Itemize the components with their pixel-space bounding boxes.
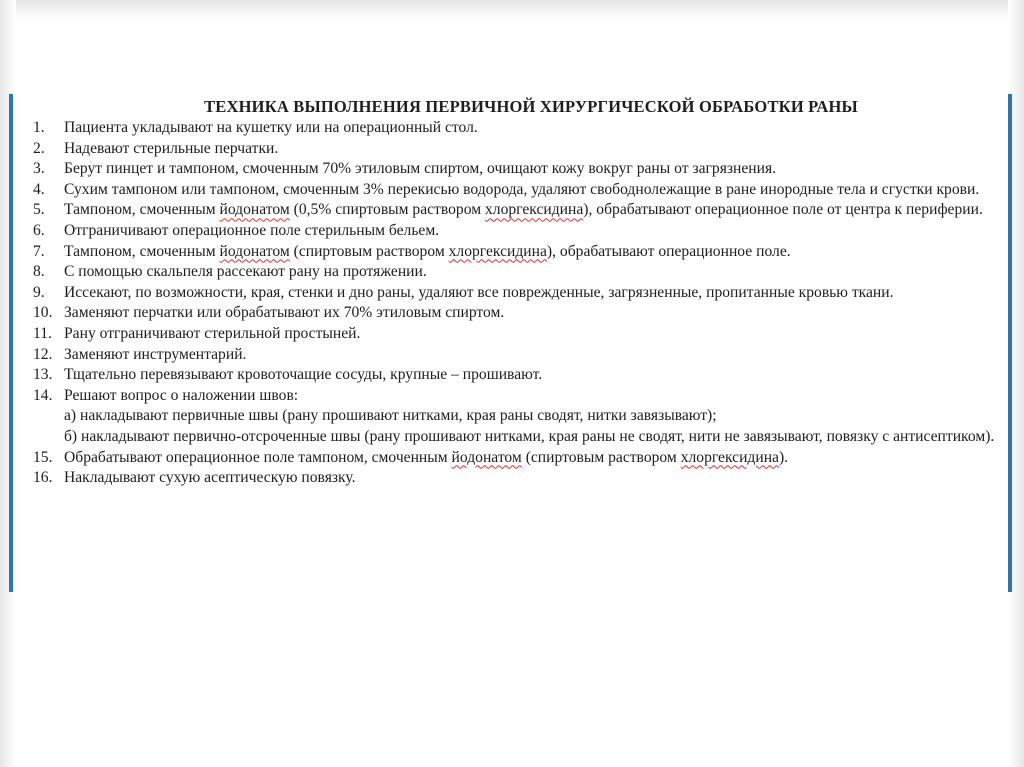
step-number: 5.	[33, 201, 45, 219]
step-text	[64, 386, 1005, 448]
text-run: Тампоном, смоченным	[64, 201, 220, 219]
misspelled-word: хлоргексидина	[485, 201, 584, 219]
step-text	[64, 200, 1005, 221]
frame-top-shadow	[0, 0, 1024, 22]
text-run: ), обрабатывают операционное поле.	[546, 242, 791, 260]
step-number: 4.	[33, 180, 45, 198]
list-item	[33, 118, 1005, 139]
step-number: 3.	[33, 160, 45, 178]
misspelled-word: йодонатом	[219, 201, 290, 219]
list-item	[33, 200, 1005, 221]
list-item	[33, 386, 1005, 448]
list-item	[33, 448, 1005, 469]
step-number: 9.	[33, 283, 45, 301]
step-number: 7.	[33, 242, 45, 260]
misspelled-word: хлоргексидина	[448, 242, 547, 260]
step-number: 11.	[33, 324, 52, 342]
step-number: 12.	[33, 345, 53, 363]
step-text: Тщательно перевязывают кровоточащие сосуды, крупные – прошивают.	[64, 366, 543, 384]
step-text-main: Решают вопрос о наложении швов:	[64, 386, 299, 404]
accent-bar-right	[1008, 94, 1012, 592]
list-item	[33, 159, 1005, 180]
sub-item-b: б) накладывают первично-отсроченные швы (рану прошивают нитками, края раны не сводят, нити не завязывают, повязку с антисептиком).	[64, 427, 995, 445]
misspelled-word: йодонатом	[219, 242, 290, 260]
step-text: Заменяют перчатки или обрабатывают их 70% этиловым спиртом.	[64, 304, 505, 322]
text-run: (спиртовым раствором	[289, 242, 449, 260]
list-item	[33, 139, 1005, 160]
step-text: Рану отграничивают стерильной простыней.	[64, 324, 361, 342]
step-text: Иссекают, по возможности, края, стенки и дно раны, удаляют все поврежденные, загрязненные, пропитанные кровью ткани.	[64, 283, 894, 301]
step-number: 16.	[33, 469, 53, 487]
step-number: 2.	[33, 139, 45, 157]
text-run: ).	[778, 448, 789, 466]
list-item	[33, 345, 1005, 366]
sub-item-a: а) накладывают первичные швы (рану прошивают нитками, края раны сводят, нитки завязывают);	[64, 407, 717, 425]
step-text: Берут пинцет и тампоном, смоченным 70% этиловым спиртом, очищают кожу вокруг раны от загрязнения.	[64, 160, 777, 178]
list-item	[33, 242, 1005, 263]
step-text	[64, 242, 1005, 263]
step-text: Отграничивают операционное поле стерильным бельем.	[64, 221, 440, 239]
step-number: 10.	[33, 304, 53, 322]
list-item	[33, 468, 1005, 489]
list-item	[33, 221, 1005, 242]
misspelled-word: хлоргексидина	[680, 448, 779, 466]
text-run: (спиртовым раствором	[521, 448, 681, 466]
step-text: Накладывают сухую асептическую повязку.	[64, 469, 356, 487]
step-text: С помощью скальпеля рассекают рану на протяжении.	[64, 263, 427, 281]
step-text	[64, 448, 1005, 469]
list-item	[33, 365, 1005, 386]
step-number: 6.	[33, 221, 45, 239]
document-content	[33, 96, 1005, 489]
step-number: 1.	[33, 119, 45, 136]
step-text: Сухим тампоном или тампоном, смоченным 3% перекисью водорода, удаляют свободнолежащие в ране инородные тела и сгустки крови.	[64, 180, 980, 198]
frame-left-shadow	[0, 0, 16, 767]
steps-list	[33, 118, 1005, 489]
text-run: Тампоном, смоченным	[64, 242, 220, 260]
page-title: ТЕХНИКА ВЫПОЛНЕНИЯ ПЕРВИЧНОЙ ХИРУРГИЧЕСКОЙ ОБРАБОТКИ РАНЫ	[204, 97, 858, 116]
misspelled-word: йодонатом	[451, 448, 522, 466]
step-number: 15.	[33, 448, 53, 466]
list-item	[33, 180, 1005, 201]
text-run: Обрабатывают операционное поле тампоном, смоченным	[64, 448, 452, 466]
step-number: 8.	[33, 263, 45, 281]
text-run: ), обрабатывают операционное поле от центра к периферии.	[583, 201, 983, 219]
list-item	[33, 324, 1005, 345]
list-item	[33, 262, 1005, 283]
step-text: Надевают стерильные перчатки.	[64, 139, 279, 157]
step-number: 14.	[33, 386, 53, 404]
step-text: Пациента укладывают на кушетку или на операционный стол.	[64, 119, 478, 136]
step-number: 13.	[33, 366, 53, 384]
accent-bar-left	[9, 94, 13, 592]
list-item	[33, 283, 1005, 304]
list-item	[33, 303, 1005, 324]
step-text: Заменяют инструментарий.	[64, 345, 247, 363]
text-run: (0,5% спиртовым раствором	[289, 201, 485, 219]
